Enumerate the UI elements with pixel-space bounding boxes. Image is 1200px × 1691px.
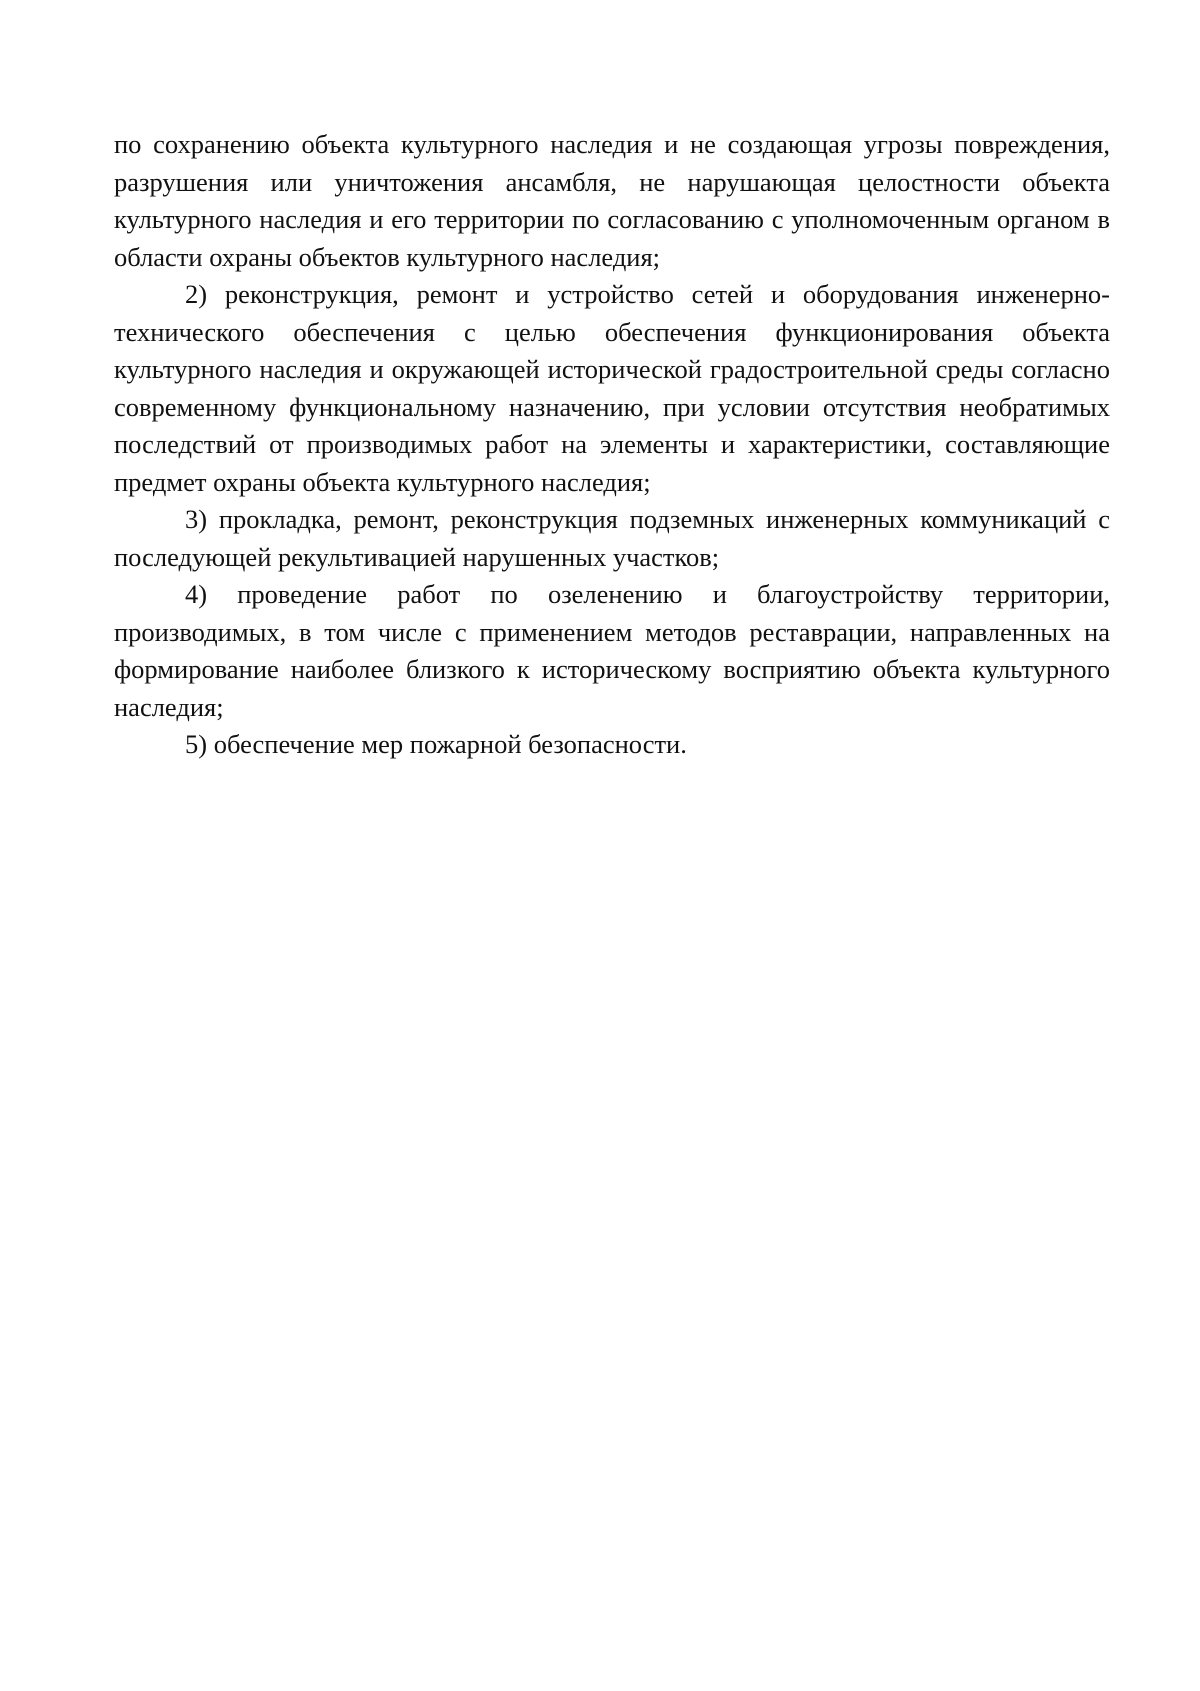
paragraph-item-5: 5) обеспечение мер пожарной безопасности. — [185, 729, 687, 759]
paragraph-item-4: 4) проведение работ по озеленению и благоустройству территории, производимых, в том числе с применением методов реставрации, направленных на формирование наиболее близкого к историческому восприятию объекта культурного наследия; — [114, 579, 1110, 722]
document-body — [114, 126, 1110, 764]
paragraph-item-3: 3) прокладка, ремонт, реконструкция подземных инженерных коммуникаций с последующей рекультивацией нарушенных участков; — [114, 504, 1110, 572]
paragraph-item-2: 2) реконструкция, ремонт и устройство сетей и оборудования инженерно-технического обеспечения с целью обеспечения функционирования объекта культурного наследия и окружающей исторической градостроительной среды согласно современному функциональному назначению, при условии отсутствия необратимых последствий от производимых работ на элементы и характеристики, составляющие предмет охраны объекта культурного наследия; — [114, 279, 1110, 497]
paragraph-continuation: по сохранению объекта культурного наследия и не создающая угрозы повреждения, разрушения или уничтожения ансамбля, не нарушающая целостности объекта культурного наследия и его территории по согласованию с уполномоченным органом в области охраны объектов культурного наследия; — [114, 129, 1110, 272]
